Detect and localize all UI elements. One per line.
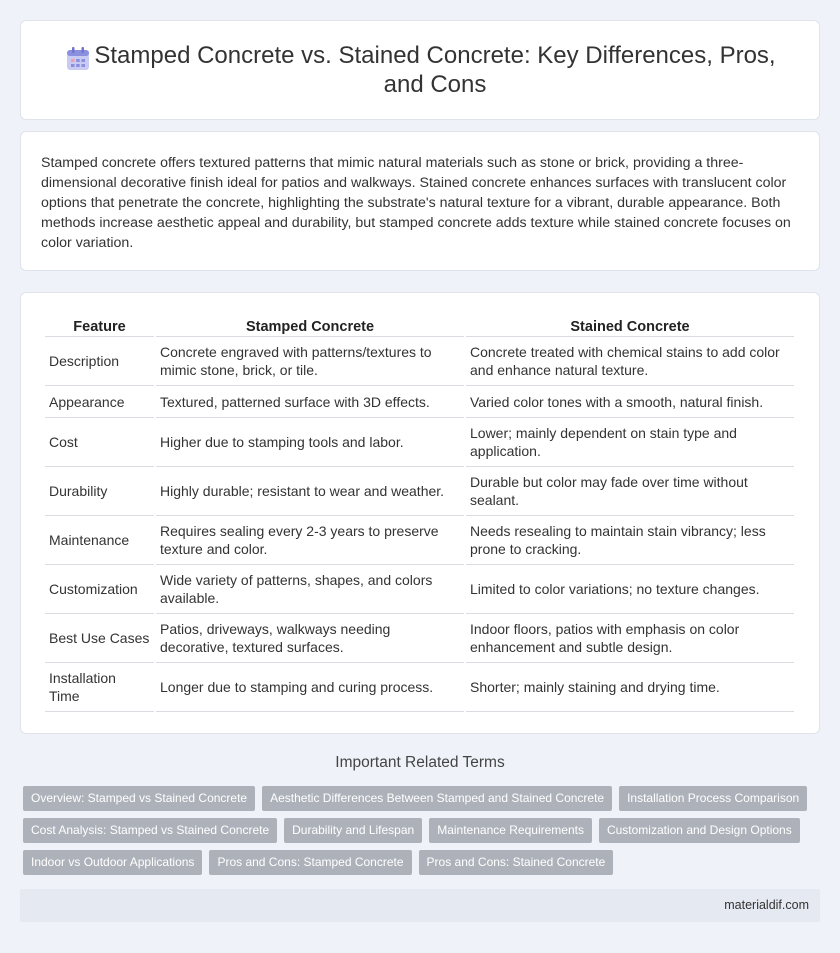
feature-cell: Maintenance — [45, 516, 154, 565]
title-card — [20, 20, 820, 120]
table-row — [45, 663, 794, 712]
header-stamped: Stamped Concrete — [156, 313, 464, 337]
stamped-cell: Highly durable; resistant to wear and weather. — [156, 467, 464, 516]
related-terms-heading: Important Related Terms — [335, 754, 505, 771]
feature-cell: Appearance — [45, 386, 154, 418]
related-tag[interactable]: Aesthetic Differences Between Stamped and Stained Concrete — [262, 786, 612, 811]
stamped-cell: Textured, patterned surface with 3D effects. — [156, 386, 464, 418]
stamped-cell: Requires sealing every 2-3 years to preserve texture and color. — [156, 516, 464, 565]
feature-cell: Cost — [45, 418, 154, 467]
table-row — [45, 386, 794, 418]
feature-cell: Durability — [45, 467, 154, 516]
header-feature: Feature — [45, 313, 154, 337]
comparison-table — [43, 313, 796, 712]
stamped-cell: Concrete engraved with patterns/textures to mimic stone, brick, or tile. — [156, 337, 464, 386]
related-tag[interactable]: Pros and Cons: Stained Concrete — [419, 850, 614, 875]
stained-cell: Limited to color variations; no texture changes. — [466, 565, 794, 614]
related-tag[interactable]: Customization and Design Options — [599, 818, 800, 843]
table-row — [45, 516, 794, 565]
stained-cell: Indoor floors, patios with emphasis on color enhancement and subtle design. — [466, 614, 794, 663]
related-tag[interactable]: Pros and Cons: Stamped Concrete — [209, 850, 411, 875]
related-terms-list — [23, 786, 823, 882]
table-row — [45, 467, 794, 516]
stained-cell: Varied color tones with a smooth, natural finish. — [466, 386, 794, 418]
stamped-cell: Wide variety of patterns, shapes, and colors available. — [156, 565, 464, 614]
feature-cell: Best Use Cases — [45, 614, 154, 663]
related-tag[interactable]: Durability and Lifespan — [284, 818, 422, 843]
stamped-cell: Patios, driveways, walkways needing decorative, textured surfaces. — [156, 614, 464, 663]
stained-cell: Concrete treated with chemical stains to add color and enhance natural texture. — [466, 337, 794, 386]
related-tag[interactable]: Installation Process Comparison — [619, 786, 807, 811]
table-row — [45, 565, 794, 614]
related-tag[interactable]: Indoor vs Outdoor Applications — [23, 850, 202, 875]
stamped-cell: Higher due to stamping tools and labor. — [156, 418, 464, 467]
feature-cell: Installation Time — [45, 663, 154, 712]
page-title: Stamped Concrete vs. Stained Concrete: Key Differences, Pros, and Cons — [94, 42, 776, 98]
stained-cell: Durable but color may fade over time without sealant. — [466, 467, 794, 516]
footer — [20, 889, 820, 922]
related-tag[interactable]: Overview: Stamped vs Stained Concrete — [23, 786, 255, 811]
feature-cell: Description — [45, 337, 154, 386]
stained-cell: Lower; mainly dependent on stain type and application. — [466, 418, 794, 467]
feature-cell: Customization — [45, 565, 154, 614]
stained-cell: Needs resealing to maintain stain vibrancy; less prone to cracking. — [466, 516, 794, 565]
related-tag[interactable]: Maintenance Requirements — [429, 818, 592, 843]
stained-cell: Shorter; mainly staining and drying time. — [466, 663, 794, 712]
table-row — [45, 337, 794, 386]
stamped-cell: Longer due to stamping and curing process. — [156, 663, 464, 712]
table-row — [45, 418, 794, 467]
footer-site-link[interactable]: materialdif.com — [724, 898, 809, 912]
intro-card — [20, 131, 820, 271]
related-tag[interactable]: Cost Analysis: Stamped vs Stained Concrete — [23, 818, 277, 843]
header-stained: Stained Concrete — [466, 313, 794, 337]
intro-paragraph: Stamped concrete offers textured patterns that mimic natural materials such as stone or brick, providing a three-dimensional decorative finish ideal for patios and walkways. Stained concrete enhances surfaces with translucent color options that penetrate the concrete, highlighting the substrate's natural texture for a vibrant, durable appearance. Both methods increase aesthetic appeal and durability, but stamped concrete adds texture while stained concrete focuses on color variation. — [41, 155, 791, 251]
comparison-table-card — [20, 292, 820, 734]
table-row — [45, 614, 794, 663]
